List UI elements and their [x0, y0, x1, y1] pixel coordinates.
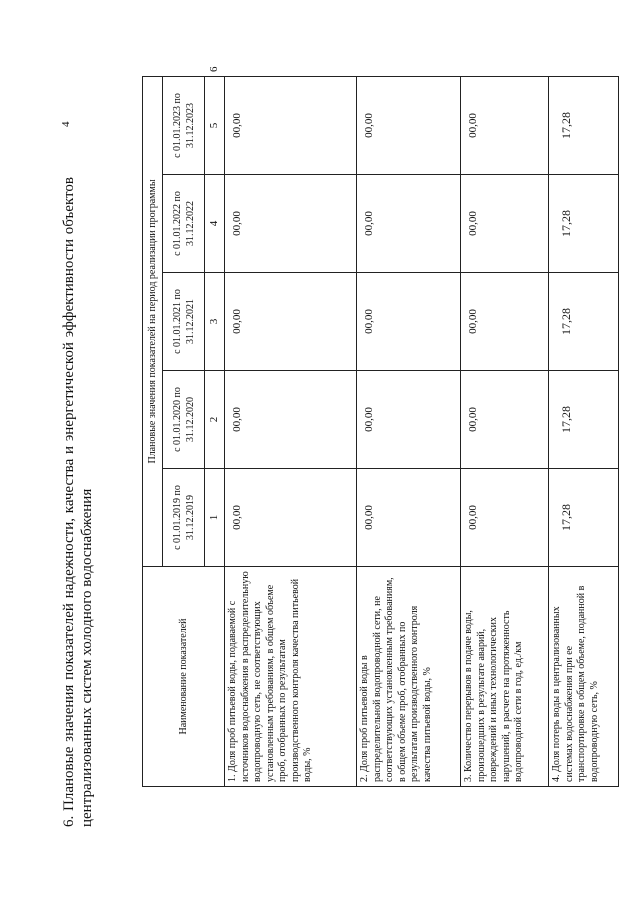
indicator-value: 00,00 [461, 76, 549, 174]
indicators-table: Наименование показателей Плановые значения показателей на период реализации программы с 01.01.2019 по 31.12.2019 с 01.01.2020 по 31.12.2020 с 01.01.2021 по 31.12.2021 с 01.01.2022 по 31.12.2022 с 01.01.2023 по 31.12.2023 1 2 3 4 5 6 1. Доля проб питьевой воды, подаваемой с источников водоснабжения в распределительную водопроводную сеть, не соответствующих установленным требованиям, в общем объеме проб, отобранных по результатам производственного контроля качества питьевой воды, % 00,00 00,00 00,00 00,00 00,00 2. Доля проб питьевой воды в распределительной водопроводной сети, не соответствующих установленным требованиям, в общем объеме проб, отобранных по результатам производственного контроля качества питьевой воды, % 00,00 00,00 00,00 00,00 00,00 3. Количество перерывов в подаче воды, произошедших в результате аварий, повреждений и иных технологических нарушений, в расчете на протяженность водопроводной сети в год, ед./км 00,00 00,00 00,00 00,00 00,00 4. Доля потерь воды в централизованных системах водоснабжения при ее транспортировке в общем объеме, поданной в водопроводную сеть, % 17,28 17,28 17,28 17,28 17,28 [142, 76, 619, 787]
indicator-value: 00,00 [357, 175, 461, 273]
indicator-value: 00,00 [357, 371, 461, 469]
indicator-value: 17,28 [549, 175, 619, 273]
indicator-value: 00,00 [225, 371, 357, 469]
column-number: 4 [205, 175, 225, 273]
indicator-value: 00,00 [357, 76, 461, 174]
indicator-name: 2. Доля проб питьевой воды в распределительной водопроводной сети, не соответствующих установленным требованиям, в общем объеме проб, отобранных по результатам производственного контроля качества питьевой воды, % [357, 567, 461, 787]
page-number: 4 [60, 121, 72, 127]
period-header: с 01.01.2021 по 31.12.2021 [163, 273, 205, 371]
indicator-value: 00,00 [225, 469, 357, 567]
indicator-value: 00,00 [461, 469, 549, 567]
indicator-name: 1. Доля проб питьевой воды, подаваемой с источников водоснабжения в распределительную водопроводную сеть, не соответствующих установленным требованиям, в общем объеме проб, отобранных по результатам производственного контроля качества питьевой воды, % [225, 567, 357, 787]
period-header: с 01.01.2022 по 31.12.2022 [163, 175, 205, 273]
period-header: с 01.01.2023 по 31.12.2023 [163, 76, 205, 174]
rotated-page-content [60, 66, 600, 827]
indicator-value: 00,00 [225, 76, 357, 174]
section-heading: 6. Плановые значения показателей надежности, качества и энергетической эффективности объектов централизованных систем холодного водоснабжения [61, 177, 95, 827]
plan-header: Плановые значения показателей на период реализации программы [143, 76, 163, 566]
table-row [549, 76, 619, 786]
table-row [461, 76, 549, 786]
indicator-value: 17,28 [549, 469, 619, 567]
indicator-value: 00,00 [461, 175, 549, 273]
period-header: с 01.01.2020 по 31.12.2020 [163, 371, 205, 469]
column-number: 3 [205, 273, 225, 371]
indicator-value: 00,00 [225, 273, 357, 371]
indicator-value: 17,28 [549, 76, 619, 174]
indicator-value: 00,00 [461, 371, 549, 469]
period-header: с 01.01.2019 по 31.12.2019 [163, 469, 205, 567]
column-number: 1 [205, 469, 225, 567]
column-number: 5 [205, 76, 225, 174]
indicator-value: 00,00 [461, 273, 549, 371]
indicator-value: 17,28 [549, 371, 619, 469]
indicator-value: 00,00 [225, 175, 357, 273]
table-row [357, 76, 461, 786]
indicator-value: 00,00 [357, 273, 461, 371]
indicator-value: 17,28 [549, 273, 619, 371]
name-column-header: Наименование показателей [143, 567, 225, 787]
table-row [225, 76, 357, 786]
indicator-value: 00,00 [357, 469, 461, 567]
indicator-name: 3. Количество перерывов в подаче воды, произошедших в результате аварий, повреждений и иных технологических нарушений, в расчете на протяженность водопроводной сети в год, ед./км [461, 567, 549, 787]
indicator-name: 4. Доля потерь воды в централизованных системах водоснабжения при ее транспортировке в общем объеме, поданной в водопроводную сеть, % [549, 567, 619, 787]
column-number: 2 [205, 371, 225, 469]
